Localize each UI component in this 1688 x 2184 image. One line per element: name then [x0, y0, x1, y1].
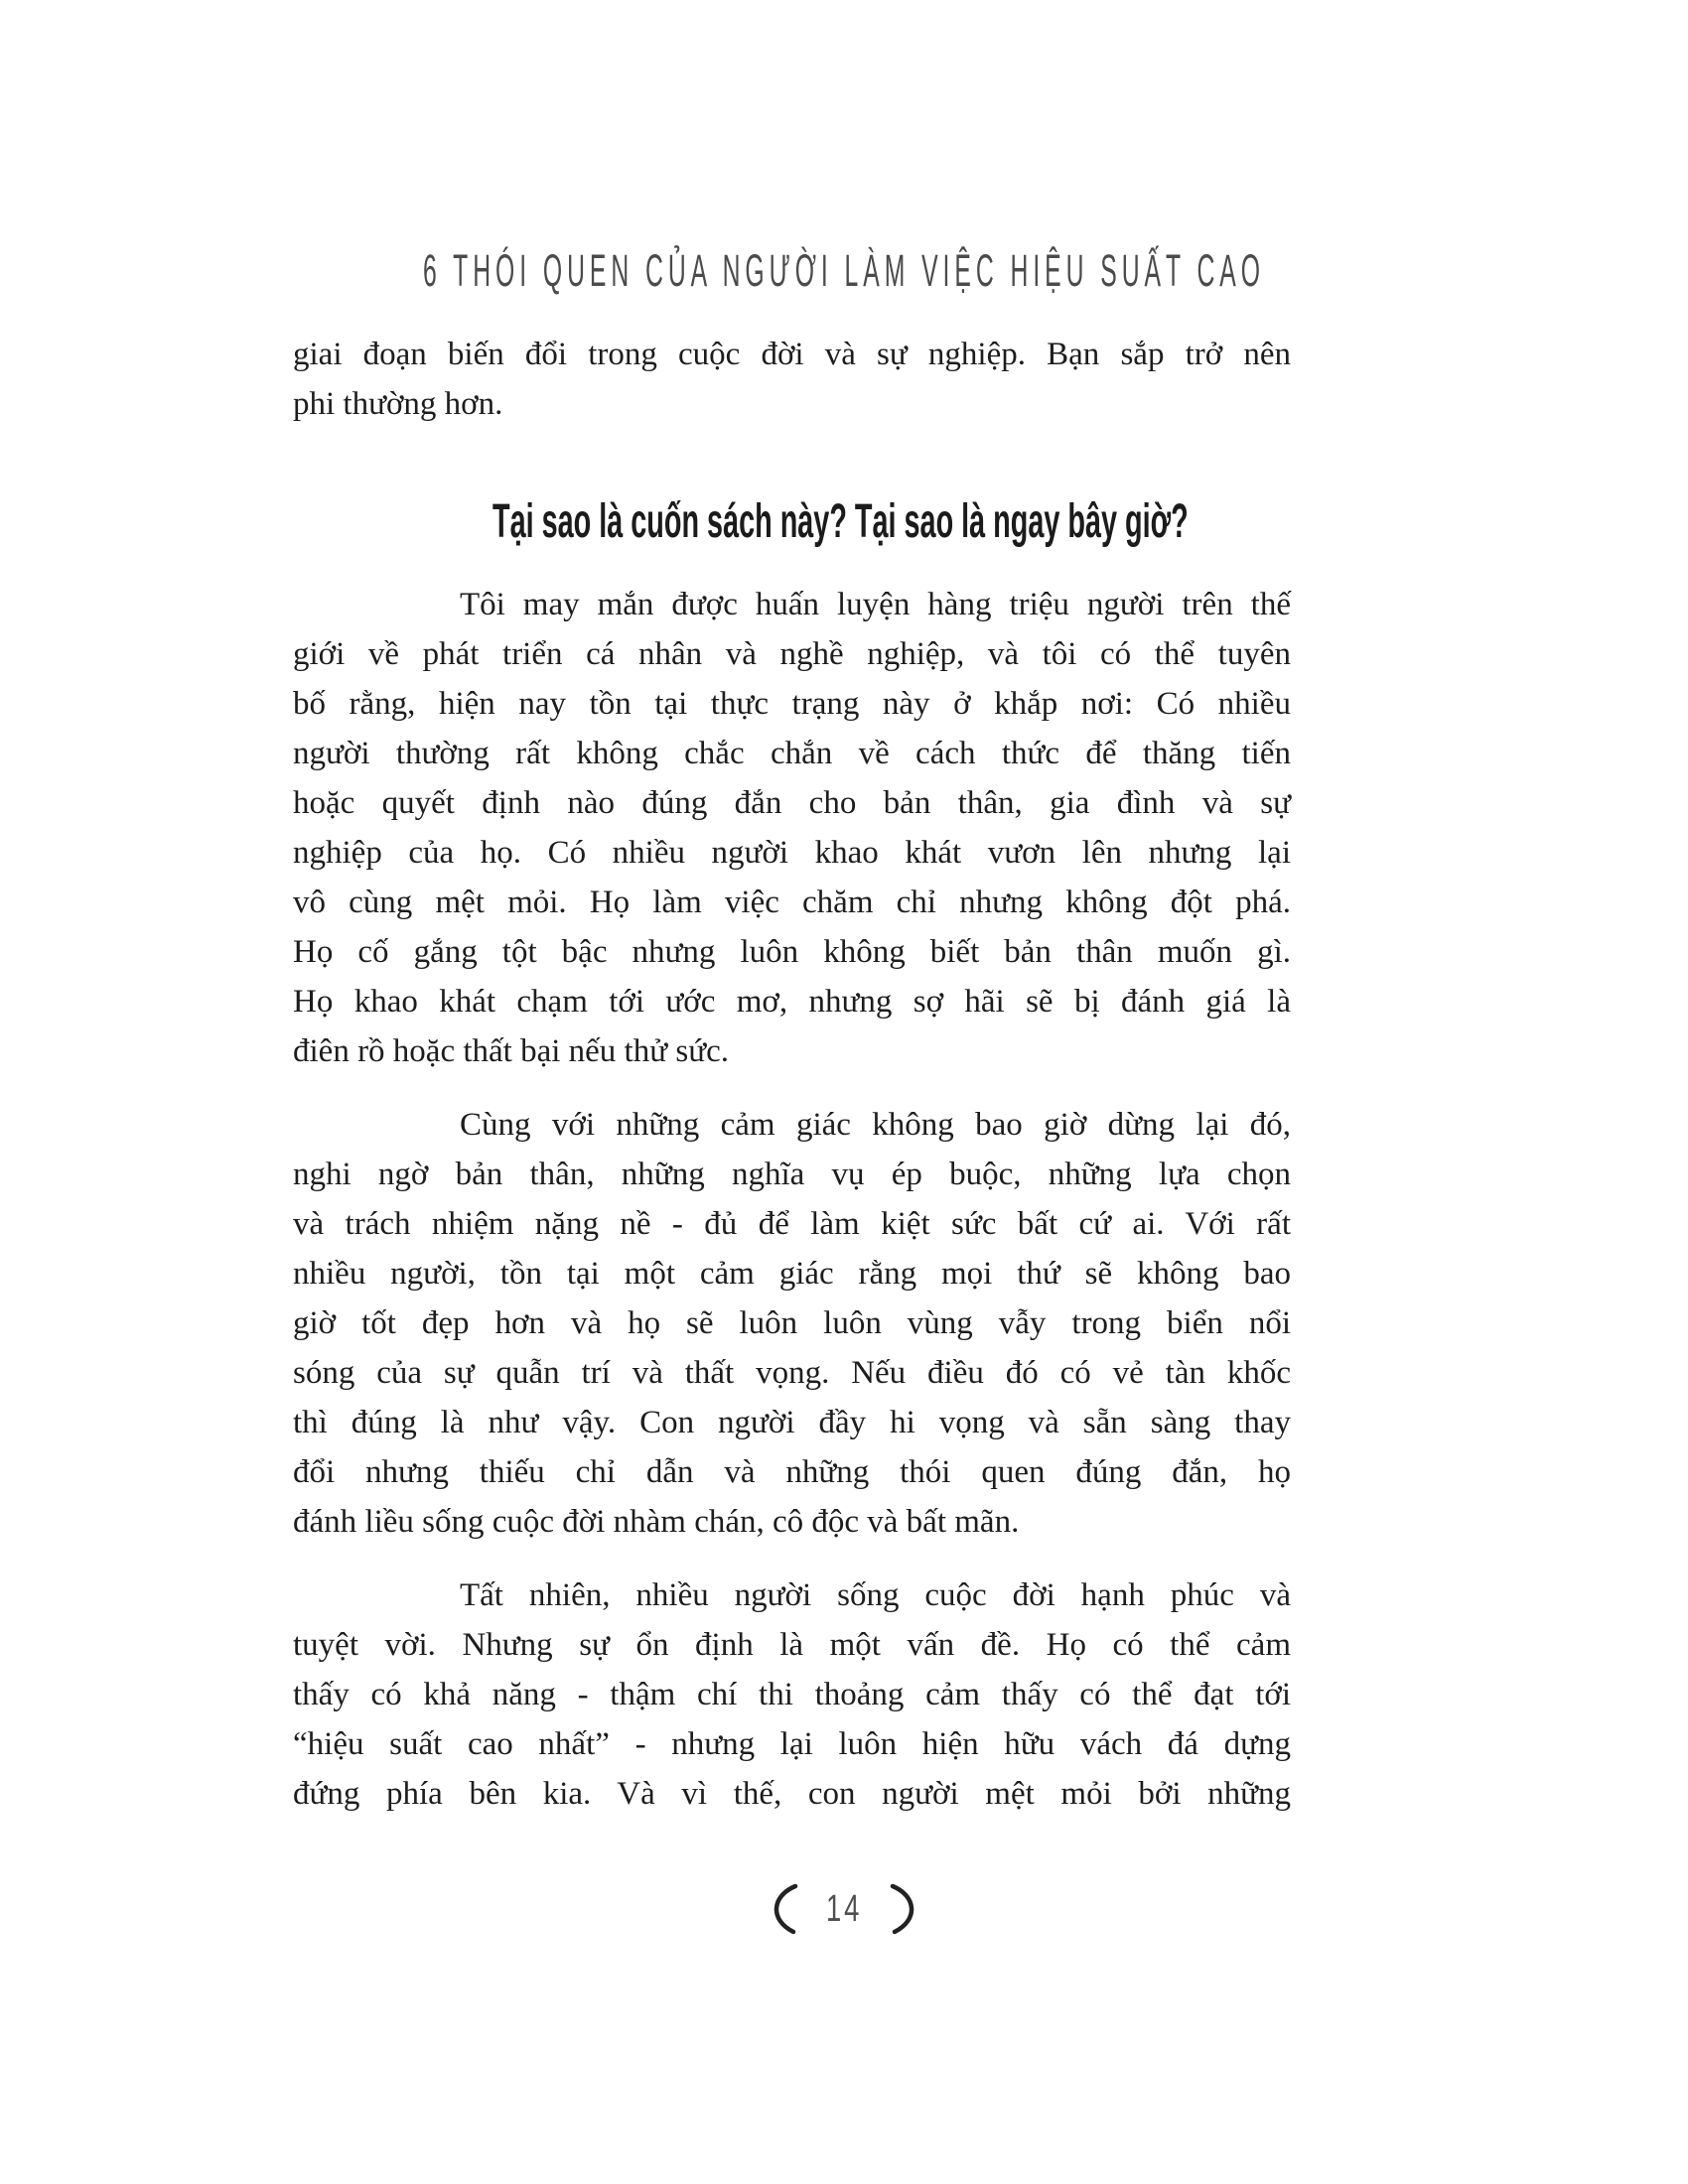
text-line: người thường rất không chắc chắn về cách thức để thăng tiến [293, 736, 1291, 771]
text-line: nghiệp của họ. Có nhiều người khao khát vươn lên nhưng lại [293, 835, 1291, 871]
intro-paragraph [293, 330, 1291, 429]
left-arc-icon [762, 1882, 799, 1936]
text-line: hoặc quyết định nào đúng đắn cho bản thân, gia đình và sự [293, 785, 1291, 821]
paragraph-3 [293, 1570, 1291, 1819]
text-line: giai đoạn biến đổi trong cuộc đời và sự nghiệp. Bạn sắp trở nên [293, 337, 1291, 372]
paragraph-2 [293, 1100, 1291, 1547]
text-line: đổi nhưng thiếu chỉ dẫn và những thói quen đúng đắn, họ [293, 1454, 1291, 1490]
text-line: Họ khao khát chạm tới ước mơ, nhưng sợ hãi sẽ bị đánh giá là [293, 984, 1291, 1020]
text-line: điên rồ hoặc thất bại nếu thử sức. [293, 1033, 729, 1069]
text-line: “hiệu suất cao nhất” - nhưng lại luôn hiện hữu vách đá dựng [293, 1726, 1291, 1762]
text-column [293, 0, 1291, 2184]
page-footer [0, 1882, 1688, 1936]
text-line: nhiều người, tồn tại một cảm giác rằng mọi thứ sẽ không bao [293, 1256, 1291, 1292]
page-number: 14 [825, 1887, 863, 1930]
text-line: sóng của sự quẫn trí và thất vọng. Nếu điều đó có vẻ tàn khốc [293, 1355, 1291, 1391]
text-line: phi thường hơn. [293, 386, 503, 422]
running-header: 6 THÓI QUEN CỦA NGƯỜI LÀM VIỆC HIỆU SUẤT CAO [423, 245, 1265, 296]
paragraph-1 [293, 580, 1291, 1076]
text-line: Cùng với những cảm giác không bao giờ dừng lại đó, [460, 1107, 1291, 1143]
text-line: vô cùng mệt mỏi. Họ làm việc chăm chỉ nhưng không đột phá. [293, 885, 1291, 920]
text-line: Tôi may mắn được huấn luyện hàng triệu người trên thế [460, 587, 1291, 622]
text-line: và trách nhiệm nặng nề - đủ để làm kiệt sức bất cứ ai. Với rất [293, 1206, 1291, 1242]
text-line: tuyệt vời. Nhưng sự ổn định là một vấn đề. Họ có thể cảm [293, 1627, 1291, 1663]
text-line: thì đúng là như vậy. Con người đầy hi vọng và sẵn sàng thay [293, 1405, 1291, 1440]
text-line: Họ cố gắng tột bậc nhưng luôn không biết bản thân muốn gì. [293, 934, 1291, 970]
text-line: nghi ngờ bản thân, những nghĩa vụ ép buộc, những lựa chọn [293, 1157, 1291, 1192]
section-heading: Tại sao là cuốn sách này? Tại sao là ngay bây giờ? [492, 495, 1189, 548]
right-arc-icon [889, 1882, 926, 1936]
text-line: Tất nhiên, nhiều người sống cuộc đời hạnh phúc và [460, 1577, 1291, 1613]
text-line: đánh liều sống cuộc đời nhàm chán, cô độc và bất mãn. [293, 1504, 1020, 1540]
text-line: thấy có khả năng - thậm chí thi thoảng cảm thấy có thể đạt tới [293, 1677, 1291, 1712]
text-line: giới về phát triển cá nhân và nghề nghiệp, và tôi có thể tuyên [293, 636, 1291, 672]
text-line: đứng phía bên kia. Và vì thế, con người mệt mỏi bởi những [293, 1776, 1291, 1812]
text-line: bố rằng, hiện nay tồn tại thực trạng này ở khắp nơi: Có nhiều [293, 686, 1291, 722]
text-line: giờ tốt đẹp hơn và họ sẽ luôn luôn vùng vẫy trong biển nổi [293, 1305, 1291, 1341]
